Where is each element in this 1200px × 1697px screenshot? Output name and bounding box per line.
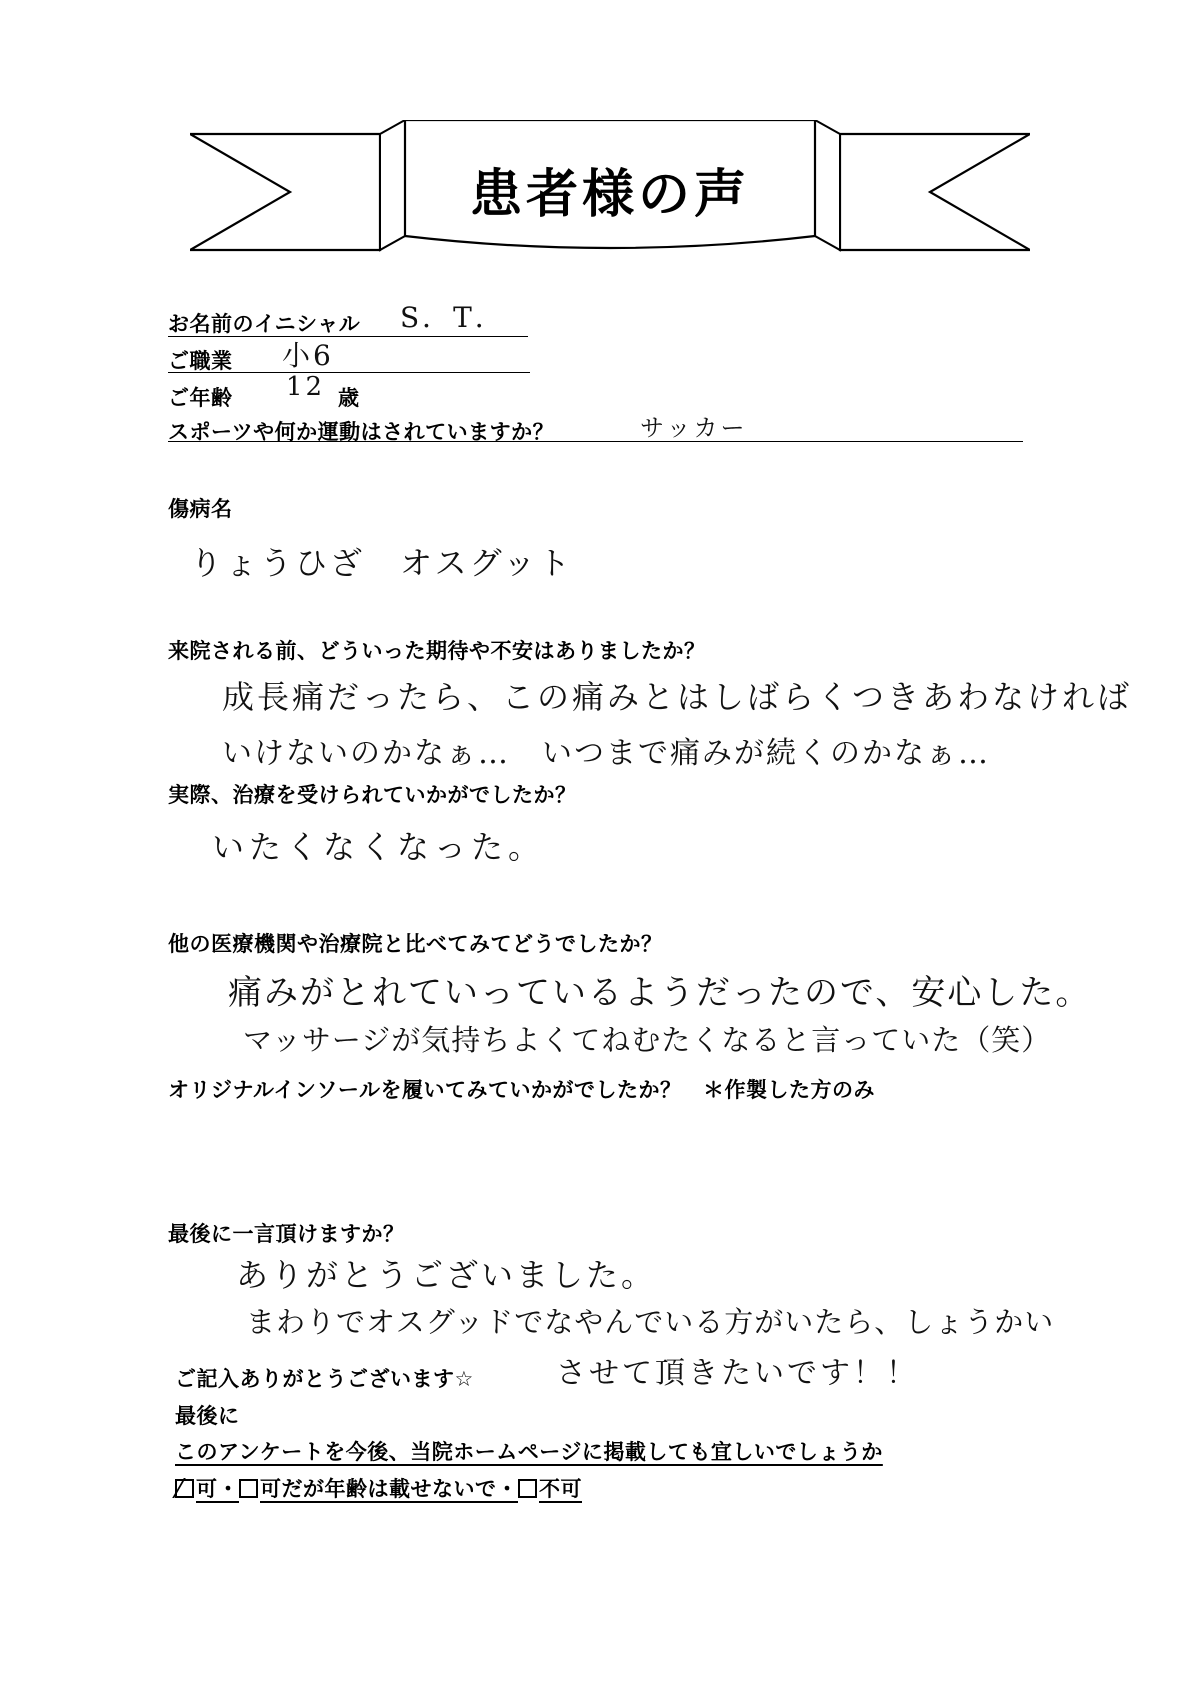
option-deny-label: 不可	[539, 1477, 582, 1501]
thanks-text: ご記入ありがとうございます☆	[175, 1367, 474, 1391]
initials-underline	[168, 336, 528, 337]
comparison-answer-line-2: マッサージが気持ちよくてねむたくなると言っていた（笑）	[243, 1023, 1052, 1057]
initials-label: お名前のイニシャル	[168, 312, 361, 336]
checkbox-icon[interactable]	[518, 1479, 537, 1498]
age-label: ご年齢	[168, 386, 233, 410]
option-allow-no-age-label: 可だが年齢は載せないで	[260, 1477, 497, 1501]
consent-question: このアンケートを今後、当院ホームページに掲載しても宜しいでしょうか	[175, 1440, 883, 1464]
option-separator: ・	[217, 1477, 239, 1501]
occupation-label: ご職業	[168, 349, 233, 373]
sports-value: サッカー	[640, 414, 748, 442]
option-allow-label: 可	[196, 1477, 218, 1501]
checkbox-icon[interactable]	[239, 1479, 258, 1498]
final-word-answer-line-1: ありがとうございました。	[236, 1256, 657, 1294]
option-separator: ・	[496, 1477, 518, 1501]
injury-answer: りょうひざ オスグット	[190, 544, 574, 582]
expectation-answer-line-2: いけないのかなぁ… いつまで痛みが続くのかなぁ…	[222, 736, 990, 771]
comparison-question: 他の医療機関や治療院と比べてみてどうでしたか？	[168, 932, 663, 956]
comparison-answer-line-1: 痛みがとれていっているようだったので、安心した。	[228, 973, 1092, 1013]
injury-question: 傷病名	[168, 497, 233, 521]
title-banner	[190, 120, 1030, 280]
treatment-question: 実際、治療を受けられていかがでしたか？	[168, 783, 577, 807]
final-word-answer-line-3: させて頂きたいです！！	[556, 1356, 919, 1391]
sports-underline	[168, 441, 1023, 442]
age-value: 12	[286, 372, 326, 402]
occupation-underline	[168, 372, 530, 373]
age-unit: 歳	[338, 386, 360, 410]
checkbox-checked-icon[interactable]	[175, 1479, 194, 1498]
option-allow[interactable]	[175, 1477, 218, 1501]
treatment-answer: いたくなくなった。	[212, 828, 546, 866]
consent-options	[175, 1473, 582, 1503]
last-label: 最後に	[175, 1404, 240, 1428]
option-deny[interactable]	[518, 1477, 582, 1501]
option-allow-no-age[interactable]	[239, 1477, 497, 1501]
sports-label: スポーツや何か運動はされていますか？	[168, 420, 555, 444]
page-title: 患者様の声	[469, 165, 750, 225]
expectation-question: 来院される前、どういった期待や不安はありましたか？	[168, 639, 706, 663]
final-word-answer-line-2: まわりでオスグッドでなやんでいる方がいたら、しょうかい	[246, 1305, 1055, 1339]
insole-question: オリジナルインソールを履いてみていかがでしたか？ ＊作製した方のみ	[168, 1078, 875, 1102]
occupation-value: 小6	[282, 339, 334, 372]
final-word-question: 最後に一言頂けますか？	[168, 1222, 405, 1246]
expectation-answer-line-1: 成長痛だったら、この痛みとはしばらくつきあわなければ	[222, 678, 1133, 716]
initials-value: S．T．	[400, 301, 506, 334]
